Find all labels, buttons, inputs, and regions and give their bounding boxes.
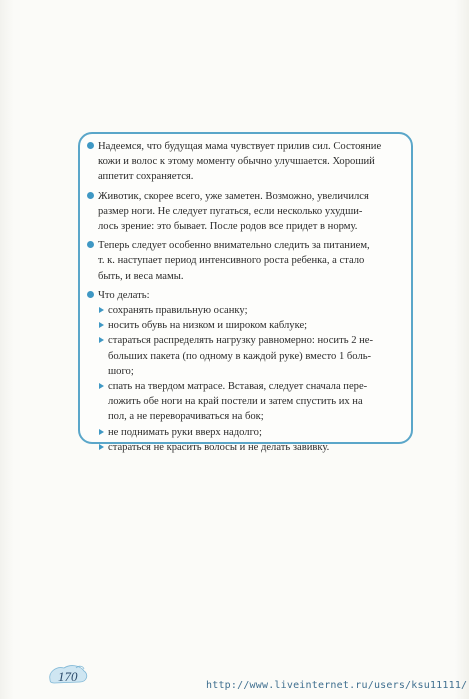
text-line: аппетит сохраняется. [98,171,194,183]
text-line: т. к. наступает период интенсивного роста ребенка, а стало [98,255,365,267]
bullet-dot-icon [87,192,94,199]
info-paragraph-3 [89,238,405,284]
page-number: 170 [58,669,78,684]
todo-item [98,333,405,379]
text-line: шого; [108,365,134,377]
todo-item [98,440,405,455]
text-line: лось зрение: это бывает. После родов все придет в норму. [98,221,358,233]
bullet-dot-icon [87,142,94,149]
arrow-bullet-icon [99,429,104,435]
arrow-bullet-icon [99,307,104,313]
text-line: Животик, скорее всего, уже заметен. Возможно, увеличился [98,190,369,202]
info-paragraph-2 [89,189,405,235]
info-box [78,132,413,453]
arrow-bullet-icon [99,322,104,328]
text-line: стараться распределять нагрузку равномерно: носить 2 не- [108,335,374,347]
text-line: кожи и волос к этому моменту обычно улучшается. Хороший [98,156,375,168]
todo-list [89,288,405,455]
text-line: стараться не красить волосы и не делать завивку. [108,441,330,453]
info-paragraph-1 [89,139,405,185]
bullet-dot-icon [87,241,94,248]
todo-item [98,318,405,333]
text-line: пол, а не переворачиваться на бок; [108,411,264,423]
todo-heading: Что делать: [98,289,150,301]
text-line: размер ноги. Не следует пугаться, если несколько ухудши- [98,205,363,217]
text-line: не поднимать руки вверх надолго; [108,426,262,438]
bullet-dot-icon [87,291,94,298]
text-line: сохранять правильную осанку; [108,305,248,317]
todo-item [98,425,405,440]
arrow-bullet-icon [99,383,104,389]
text-line: носить обувь на низком и широком каблуке; [108,320,308,332]
arrow-bullet-icon [99,337,104,343]
text-line: ложить обе ноги на край постели и затем спустить их на [108,396,363,408]
text-line: спать на твердом матрасе. Вставая, следует сначала пере- [108,381,368,393]
text-line: быть, и веса мамы. [98,270,184,282]
todo-item [98,379,405,425]
text-line: больших пакета (по одному в каждой руке) вместо 1 боль- [108,350,372,362]
text-line: Надеемся, что будущая мама чувствует прилив сил. Состояние [98,141,382,152]
text-line: Теперь следует особенно внимательно следить за питанием, [98,240,370,252]
source-watermark[interactable]: http://www.liveinternet.ru/users/ksu11111/ [206,680,468,691]
todo-item [98,303,405,318]
arrow-bullet-icon [99,444,104,450]
